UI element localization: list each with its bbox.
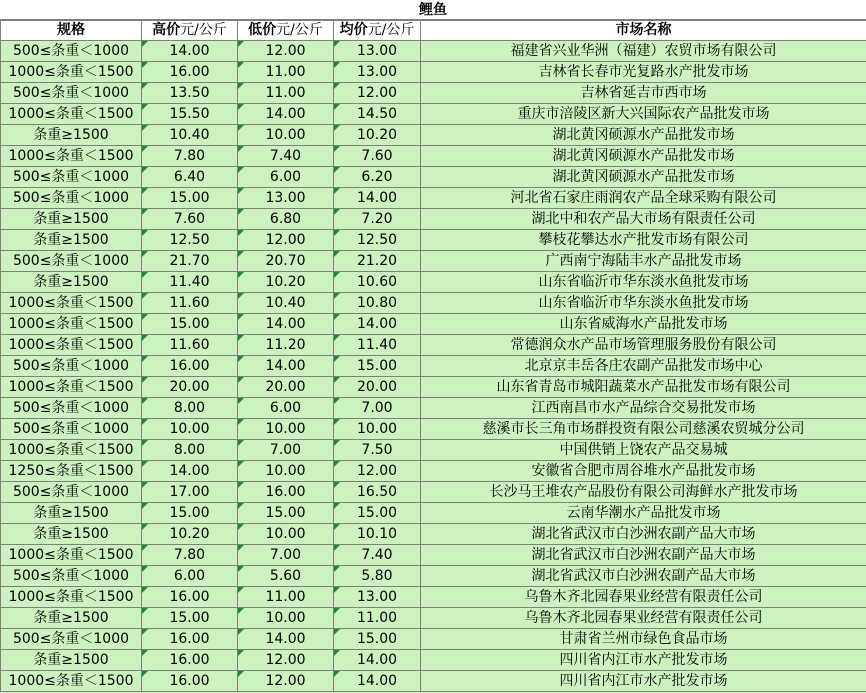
header-low-price[interactable] (238, 21, 334, 41)
cell-spec[interactable]: 500≤条重＜1000 (1, 398, 142, 419)
cell-market-name[interactable]: 福建省兴业华洲（福建）农贸市场有限公司 (421, 41, 866, 62)
cell-spec[interactable]: 500≤条重＜1000 (1, 356, 142, 377)
table-row (1, 419, 866, 440)
table-row (1, 650, 866, 671)
cell-high-price[interactable]: 6.00 (142, 566, 238, 587)
table-row (1, 608, 866, 629)
cell-avg-price[interactable]: 12.00 (334, 461, 421, 482)
cell-low-price[interactable]: 14.00 (238, 104, 334, 125)
cell-high-price[interactable]: 16.00 (142, 671, 238, 692)
cell-high-price[interactable]: 8.00 (142, 440, 238, 461)
table-row (1, 188, 866, 209)
cell-low-price[interactable]: 10.00 (238, 608, 334, 629)
cell-market-name[interactable]: 重庆市涪陵区新大兴国际农产品批发市场 (421, 104, 866, 125)
cell-avg-price[interactable]: 10.10 (334, 524, 421, 545)
table-row (1, 503, 866, 524)
table-row (1, 461, 866, 482)
cell-market-name[interactable]: 河北省石家庄雨润农产品全球采购有限公司 (421, 188, 866, 209)
cell-low-price[interactable]: 12.00 (238, 671, 334, 692)
table-row (1, 146, 866, 167)
cell-market-name[interactable]: 安徽省合肥市周谷堆水产品批发市场 (421, 461, 866, 482)
cell-avg-price[interactable]: 14.00 (334, 188, 421, 209)
table-row (1, 293, 866, 314)
cell-avg-price[interactable]: 14.00 (334, 314, 421, 335)
cell-low-price[interactable]: 11.00 (238, 83, 334, 104)
cell-low-price[interactable]: 10.00 (238, 461, 334, 482)
cell-high-price[interactable]: 15.50 (142, 104, 238, 125)
cell-low-price[interactable]: 11.20 (238, 335, 334, 356)
cell-avg-price[interactable]: 14.00 (334, 671, 421, 692)
header-spec[interactable] (1, 21, 142, 41)
cell-high-price[interactable]: 17.00 (142, 482, 238, 503)
cell-low-price[interactable]: 7.00 (238, 545, 334, 566)
cell-spec[interactable]: 500≤条重＜1000 (1, 482, 142, 503)
cell-market-name[interactable]: 湖北省武汉市白沙洲农副产品大市场 (421, 545, 866, 566)
cell-market-name[interactable]: 乌鲁木齐北园春果业经营有限责任公司 (421, 608, 866, 629)
cell-market-name[interactable]: 湖北省武汉市白沙洲农副产品大市场 (421, 524, 866, 545)
cell-spec[interactable]: 1000≤条重＜1500 (1, 146, 142, 167)
header-avg-price[interactable] (334, 21, 421, 41)
cell-spec[interactable]: 500≤条重＜1000 (1, 188, 142, 209)
cell-spec[interactable]: 500≤条重＜1000 (1, 41, 142, 62)
cell-avg-price[interactable]: 14.50 (334, 104, 421, 125)
cell-high-price[interactable]: 14.00 (142, 41, 238, 62)
table-row (1, 335, 866, 356)
header-avg-unit: 元/公斤 (367, 22, 415, 38)
cell-high-price[interactable]: 15.00 (142, 314, 238, 335)
cell-low-price[interactable]: 12.00 (238, 650, 334, 671)
cell-low-price[interactable]: 13.00 (238, 188, 334, 209)
cell-market-name[interactable]: 湖北中和农产品大市场有限责任公司 (421, 209, 866, 230)
cell-low-price[interactable]: 10.00 (238, 125, 334, 146)
cell-avg-price[interactable]: 21.20 (334, 251, 421, 272)
cell-spec[interactable]: 条重≥1500 (1, 125, 142, 146)
cell-market-name[interactable]: 山东省威海水产品批发市场 (421, 314, 866, 335)
header-low-label: 低价 (248, 22, 277, 38)
cell-low-price[interactable]: 6.00 (238, 398, 334, 419)
cell-high-price[interactable]: 10.40 (142, 125, 238, 146)
cell-spec[interactable]: 条重≥1500 (1, 209, 142, 230)
table-row (1, 671, 866, 692)
cell-high-price[interactable]: 21.70 (142, 251, 238, 272)
cell-market-name[interactable]: 湖北黄冈硕源水产品批发市场 (421, 125, 866, 146)
cell-avg-price[interactable]: 10.60 (334, 272, 421, 293)
cell-low-price[interactable]: 7.40 (238, 146, 334, 167)
cell-market-name[interactable]: 江西南昌市水产品综合交易批发市场 (421, 398, 866, 419)
cell-low-price[interactable]: 10.00 (238, 419, 334, 440)
price-table (0, 20, 866, 692)
cell-market-name[interactable]: 四川省内江市水产批发市场 (421, 650, 866, 671)
cell-high-price[interactable]: 16.00 (142, 356, 238, 377)
table-row (1, 125, 866, 146)
table-row (1, 104, 866, 125)
cell-spec[interactable]: 500≤条重＜1000 (1, 251, 142, 272)
header-avg-label: 均价 (339, 22, 368, 38)
table-row (1, 377, 866, 398)
cell-market-name[interactable]: 云南华潮水产品批发市场 (421, 503, 866, 524)
header-spec-label: 规格 (57, 22, 85, 38)
table-header (1, 21, 866, 41)
cell-market-name[interactable]: 北京京丰岳各庄农副产品批发市场中心 (421, 356, 866, 377)
cell-market-name[interactable]: 湖北黄冈硕源水产品批发市场 (421, 146, 866, 167)
cell-spec[interactable]: 1000≤条重＜1500 (1, 104, 142, 125)
cell-high-price[interactable]: 20.00 (142, 377, 238, 398)
cell-high-price[interactable]: 15.00 (142, 608, 238, 629)
table-row (1, 230, 866, 251)
cell-high-price[interactable]: 10.20 (142, 524, 238, 545)
cell-spec[interactable]: 1000≤条重＜1500 (1, 335, 142, 356)
cell-spec[interactable]: 条重≥1500 (1, 503, 142, 524)
table-row (1, 356, 866, 377)
cell-high-price[interactable]: 12.50 (142, 230, 238, 251)
cell-spec[interactable]: 1000≤条重＜1500 (1, 377, 142, 398)
table-row (1, 41, 866, 62)
cell-avg-price[interactable]: 15.00 (334, 629, 421, 650)
cell-avg-price[interactable]: 20.00 (334, 377, 421, 398)
cell-avg-price[interactable]: 13.00 (334, 41, 421, 62)
cell-spec[interactable]: 条重≥1500 (1, 608, 142, 629)
header-market[interactable] (421, 21, 866, 41)
cell-high-price[interactable]: 7.80 (142, 146, 238, 167)
cell-high-price[interactable]: 15.00 (142, 503, 238, 524)
cell-avg-price[interactable]: 10.20 (334, 125, 421, 146)
table-row (1, 251, 866, 272)
cell-low-price[interactable]: 6.00 (238, 167, 334, 188)
cell-spec[interactable]: 1000≤条重＜1500 (1, 440, 142, 461)
cell-market-name[interactable]: 乌鲁木齐北园春果业经营有限责任公司 (421, 587, 866, 608)
cell-avg-price[interactable]: 13.00 (334, 587, 421, 608)
cell-market-name[interactable]: 吉林省延吉市西市场 (421, 83, 866, 104)
cell-spec[interactable]: 1250≤条重＜1500 (1, 461, 142, 482)
cell-market-name[interactable]: 甘肃省兰州市绿色食品市场 (421, 629, 866, 650)
cell-low-price[interactable]: 11.00 (238, 587, 334, 608)
cell-market-name[interactable]: 攀枝花攀达水产批发市场有限公司 (421, 230, 866, 251)
cell-spec[interactable]: 条重≥1500 (1, 272, 142, 293)
table-row (1, 209, 866, 230)
header-high-unit: 元/公斤 (180, 22, 227, 38)
cell-avg-price[interactable]: 12.50 (334, 230, 421, 251)
cell-spec[interactable]: 1000≤条重＜1500 (1, 545, 142, 566)
cell-market-name[interactable]: 山东省临沂市华东淡水鱼批发市场 (421, 272, 866, 293)
cell-low-price[interactable]: 10.00 (238, 524, 334, 545)
cell-market-name[interactable]: 四川省内江市水产批发市场 (421, 671, 866, 692)
table-row (1, 587, 866, 608)
cell-low-price[interactable]: 5.60 (238, 566, 334, 587)
table-row (1, 62, 866, 83)
cell-high-price[interactable]: 11.60 (142, 335, 238, 356)
table-row (1, 524, 866, 545)
table-row (1, 83, 866, 104)
cell-avg-price[interactable]: 16.50 (334, 482, 421, 503)
cell-avg-price[interactable]: 15.00 (334, 356, 421, 377)
cell-low-price[interactable]: 14.00 (238, 356, 334, 377)
cell-high-price[interactable]: 6.40 (142, 167, 238, 188)
header-low-unit: 元/公斤 (276, 22, 323, 38)
cell-spec[interactable]: 500≤条重＜1000 (1, 167, 142, 188)
cell-low-price[interactable]: 20.00 (238, 377, 334, 398)
cell-low-price[interactable]: 15.00 (238, 503, 334, 524)
cell-market-name[interactable]: 慈溪市长三角市场群投资有限公司慈溪农贸城分公司 (421, 419, 866, 440)
cell-spec[interactable]: 1000≤条重＜1500 (1, 587, 142, 608)
cell-high-price[interactable]: 14.00 (142, 461, 238, 482)
cell-market-name[interactable]: 吉林省长春市光复路水产批发市场 (421, 62, 866, 83)
cell-high-price[interactable]: 11.40 (142, 272, 238, 293)
cell-avg-price[interactable]: 12.00 (334, 83, 421, 104)
cell-low-price[interactable]: 20.70 (238, 251, 334, 272)
header-market-label: 市场名称 (615, 22, 672, 38)
cell-spec[interactable]: 500≤条重＜1000 (1, 566, 142, 587)
cell-low-price[interactable]: 14.00 (238, 314, 334, 335)
cell-avg-price[interactable]: 13.00 (334, 62, 421, 83)
table-row (1, 314, 866, 335)
cell-market-name[interactable]: 中国供销上饶农产品交易城 (421, 440, 866, 461)
cell-spec[interactable]: 条重≥1500 (1, 230, 142, 251)
cell-high-price[interactable]: 16.00 (142, 587, 238, 608)
cell-market-name[interactable]: 湖北黄冈硕源水产品批发市场 (421, 167, 866, 188)
cell-avg-price[interactable]: 15.00 (334, 503, 421, 524)
cell-avg-price[interactable]: 11.00 (334, 608, 421, 629)
cell-avg-price[interactable]: 7.40 (334, 545, 421, 566)
cell-avg-price[interactable]: 7.60 (334, 146, 421, 167)
sheet-title: 鲤鱼 (0, 0, 866, 20)
cell-market-name[interactable]: 长沙马王堆农产品股份有限公司海鲜水产批发市场 (421, 482, 866, 503)
cell-spec[interactable]: 1000≤条重＜1500 (1, 293, 142, 314)
cell-high-price[interactable]: 16.00 (142, 629, 238, 650)
cell-low-price[interactable]: 12.00 (238, 230, 334, 251)
cell-spec[interactable]: 1000≤条重＜1500 (1, 314, 142, 335)
cell-low-price[interactable]: 11.00 (238, 62, 334, 83)
header-high-price[interactable] (142, 21, 238, 41)
cell-market-name[interactable]: 广西南宁海陆丰水产品批发市场 (421, 251, 866, 272)
cell-high-price[interactable]: 15.00 (142, 188, 238, 209)
cell-high-price[interactable]: 10.00 (142, 419, 238, 440)
cell-market-name[interactable]: 山东省临沂市华东淡水鱼批发市场 (421, 293, 866, 314)
cell-avg-price[interactable]: 11.40 (334, 335, 421, 356)
table-row (1, 545, 866, 566)
cell-avg-price[interactable]: 7.50 (334, 440, 421, 461)
cell-low-price[interactable]: 6.80 (238, 209, 334, 230)
cell-low-price[interactable]: 7.00 (238, 440, 334, 461)
header-row (1, 21, 866, 41)
cell-market-name[interactable]: 湖北省武汉市白沙洲农副产品大市场 (421, 566, 866, 587)
cell-avg-price[interactable]: 7.00 (334, 398, 421, 419)
cell-high-price[interactable]: 8.00 (142, 398, 238, 419)
cell-spec[interactable]: 500≤条重＜1000 (1, 83, 142, 104)
cell-high-price[interactable]: 16.00 (142, 62, 238, 83)
cell-avg-price[interactable]: 10.00 (334, 419, 421, 440)
cell-market-name[interactable]: 山东省青岛市城阳蔬菜水产品批发市场有限公司 (421, 377, 866, 398)
cell-market-name[interactable]: 常德润众水产品市场管理服务股份有限公司 (421, 335, 866, 356)
cell-spec[interactable]: 500≤条重＜1000 (1, 419, 142, 440)
cell-spec[interactable]: 1000≤条重＜1500 (1, 671, 142, 692)
cell-avg-price[interactable]: 7.20 (334, 209, 421, 230)
cell-low-price[interactable]: 14.00 (238, 629, 334, 650)
table-row (1, 167, 866, 188)
cell-low-price[interactable]: 10.40 (238, 293, 334, 314)
cell-spec[interactable]: 条重≥1500 (1, 650, 142, 671)
cell-spec[interactable]: 条重≥1500 (1, 524, 142, 545)
cell-high-price[interactable]: 11.60 (142, 293, 238, 314)
cell-avg-price[interactable]: 5.80 (334, 566, 421, 587)
table-row (1, 566, 866, 587)
cell-avg-price[interactable]: 6.20 (334, 167, 421, 188)
cell-spec[interactable]: 500≤条重＜1000 (1, 629, 142, 650)
table-row (1, 272, 866, 293)
cell-low-price[interactable]: 16.00 (238, 482, 334, 503)
cell-high-price[interactable]: 16.00 (142, 650, 238, 671)
table-body (1, 41, 866, 692)
cell-avg-price[interactable]: 10.80 (334, 293, 421, 314)
cell-high-price[interactable]: 7.80 (142, 545, 238, 566)
cell-avg-price[interactable]: 14.00 (334, 650, 421, 671)
table-row (1, 629, 866, 650)
cell-low-price[interactable]: 12.00 (238, 41, 334, 62)
cell-high-price[interactable]: 13.50 (142, 83, 238, 104)
table-row (1, 440, 866, 461)
table-row (1, 398, 866, 419)
table-row (1, 482, 866, 503)
header-high-label: 高价 (152, 22, 181, 38)
cell-high-price[interactable]: 7.60 (142, 209, 238, 230)
cell-low-price[interactable]: 10.20 (238, 272, 334, 293)
cell-spec[interactable]: 1000≤条重＜1500 (1, 62, 142, 83)
